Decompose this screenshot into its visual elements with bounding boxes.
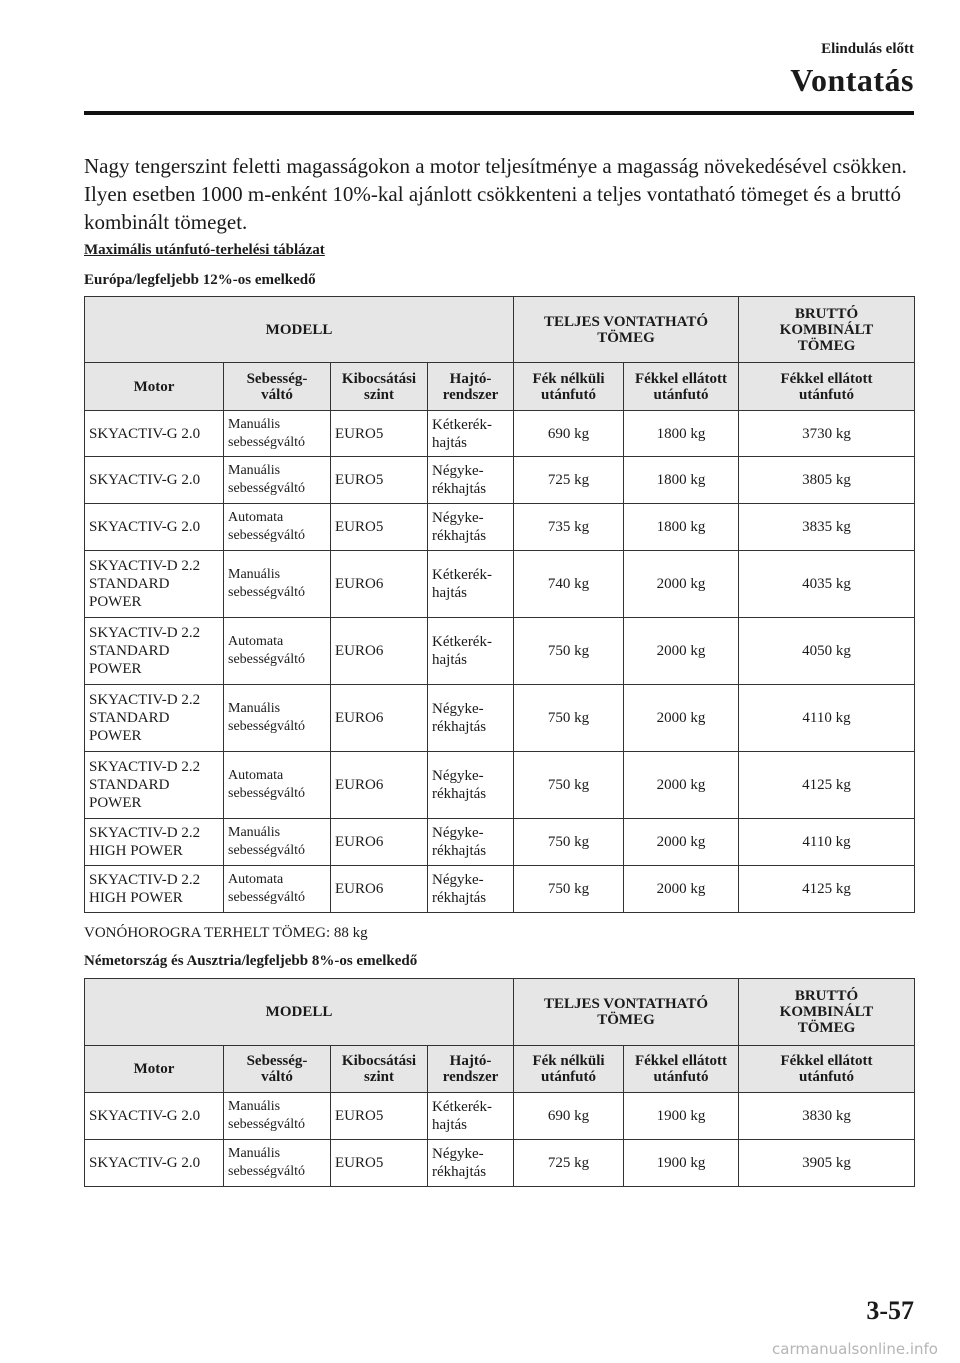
- cell-fek-nelkul: 725 kg: [514, 457, 624, 504]
- header-brutto-fekkel: Fékkel ellátott utánfutó: [739, 363, 915, 411]
- watermark-text: carmanualsonline.info: [772, 1340, 938, 1358]
- header-motor: Motor: [85, 363, 224, 411]
- cell-hajtas: Négyke- rékhajtás: [428, 752, 514, 819]
- header-fekkel: Fékkel ellátott utánfutó: [624, 363, 739, 411]
- table-row: [85, 618, 915, 685]
- cell-fek-nelkul: 750 kg: [514, 752, 624, 819]
- cell-fek-nelkul: 690 kg: [514, 411, 624, 457]
- cell-motor: SKYACTIV-D 2.2 STANDARD POWER: [85, 752, 224, 819]
- header-divider: [84, 111, 914, 115]
- cell-valto: Automata sebességváltó: [224, 504, 331, 551]
- intro-paragraph: Nagy tengerszint feletti magasságokon a motor teljesítménye a magasság növekedésével csökken. Ilyen esetben 1000 m-enként 10%-kal ajánlott csökkenteni a teljes vontatható tömeget és a bruttó kombinált tömeget.: [84, 154, 907, 234]
- cell-brutto: 3835 kg: [739, 504, 915, 551]
- cell-valto: Automata sebességváltó: [224, 752, 331, 819]
- table2-subtitle: Németország és Ausztria/legfeljebb 8%-os emelkedő: [84, 953, 418, 969]
- cell-emisszio: EURO6: [331, 551, 428, 618]
- header-fek-nelkul: Fék nélküli utánfutó: [514, 1046, 624, 1093]
- page-number: 3-57: [866, 1296, 914, 1325]
- header-emisszio: Kibocsátási szint: [331, 1046, 428, 1093]
- header-brutto-tomeg: BRUTTÓ KOMBINÁLT TÖMEG: [739, 297, 915, 363]
- towing-table-europe: [84, 296, 915, 913]
- cell-emisszio: EURO5: [331, 411, 428, 457]
- cell-emisszio: EURO5: [331, 504, 428, 551]
- cell-brutto: 3830 kg: [739, 1093, 915, 1140]
- cell-motor: SKYACTIV-G 2.0: [85, 1140, 224, 1187]
- table-row: [85, 504, 915, 551]
- cell-fek-nelkul: 750 kg: [514, 866, 624, 913]
- cell-valto: Manuális sebességváltó: [224, 457, 331, 504]
- section-header: Elindulás előtt: [821, 41, 914, 57]
- cell-brutto: 4110 kg: [739, 819, 915, 866]
- header-fekkel: Fékkel ellátott utánfutó: [624, 1046, 739, 1093]
- cell-brutto: 4125 kg: [739, 866, 915, 913]
- cell-hajtas: Kétkerék- hajtás: [428, 1093, 514, 1140]
- cell-fek-nelkul: 750 kg: [514, 618, 624, 685]
- cell-motor: SKYACTIV-G 2.0: [85, 1093, 224, 1140]
- table-row: [85, 411, 915, 457]
- cell-motor: SKYACTIV-G 2.0: [85, 504, 224, 551]
- cell-fekkel: 2000 kg: [624, 819, 739, 866]
- cell-motor: SKYACTIV-G 2.0: [85, 411, 224, 457]
- cell-brutto: 3805 kg: [739, 457, 915, 504]
- cell-fek-nelkul: 690 kg: [514, 1093, 624, 1140]
- header-valto: Sebesség- váltó: [224, 1046, 331, 1093]
- table-row: [85, 685, 915, 752]
- cell-motor: SKYACTIV-D 2.2 STANDARD POWER: [85, 685, 224, 752]
- cell-valto: Manuális sebességváltó: [224, 1140, 331, 1187]
- cell-fekkel: 2000 kg: [624, 551, 739, 618]
- hitch-load-note: VONÓHOROGRA TERHELT TÖMEG: 88 kg: [84, 925, 368, 941]
- table-row: [85, 819, 915, 866]
- cell-brutto: 4125 kg: [739, 752, 915, 819]
- header-modell: MODELL: [85, 297, 514, 363]
- cell-brutto: 4035 kg: [739, 551, 915, 618]
- cell-valto: Manuális sebességváltó: [224, 1093, 331, 1140]
- table-row: [85, 752, 915, 819]
- cell-emisszio: EURO5: [331, 1140, 428, 1187]
- cell-emisszio: EURO6: [331, 866, 428, 913]
- cell-valto: Manuális sebességváltó: [224, 551, 331, 618]
- cell-motor: SKYACTIV-G 2.0: [85, 457, 224, 504]
- header-valto: Sebesség- váltó: [224, 363, 331, 411]
- cell-valto: Manuális sebességváltó: [224, 819, 331, 866]
- cell-hajtas: Négyke- rékhajtás: [428, 819, 514, 866]
- table-row: [85, 1140, 915, 1187]
- header-hajtas: Hajtó- rendszer: [428, 363, 514, 411]
- header-teljes-tomeg: TELJES VONTATHATÓ TÖMEG: [514, 979, 739, 1046]
- cell-hajtas: Négyke- rékhajtás: [428, 685, 514, 752]
- cell-emisszio: EURO6: [331, 685, 428, 752]
- cell-fekkel: 1800 kg: [624, 504, 739, 551]
- header-teljes-tomeg: TELJES VONTATHATÓ TÖMEG: [514, 297, 739, 363]
- cell-valto: Manuális sebességváltó: [224, 411, 331, 457]
- cell-fekkel: 1900 kg: [624, 1093, 739, 1140]
- table-row: [85, 457, 915, 504]
- table-row: [85, 866, 915, 913]
- cell-fekkel: 1800 kg: [624, 457, 739, 504]
- cell-fek-nelkul: 740 kg: [514, 551, 624, 618]
- cell-hajtas: Kétkerék- hajtás: [428, 411, 514, 457]
- header-emisszio: Kibocsátási szint: [331, 363, 428, 411]
- cell-hajtas: Négyke- rékhajtás: [428, 1140, 514, 1187]
- cell-fek-nelkul: 750 kg: [514, 819, 624, 866]
- cell-fekkel: 2000 kg: [624, 752, 739, 819]
- header-brutto-fekkel: Fékkel ellátott utánfutó: [739, 1046, 915, 1093]
- table1-subtitle: Európa/legfeljebb 12%-os emelkedő: [84, 272, 316, 288]
- cell-motor: SKYACTIV-D 2.2 HIGH POWER: [85, 819, 224, 866]
- cell-fek-nelkul: 735 kg: [514, 504, 624, 551]
- cell-brutto: 3730 kg: [739, 411, 915, 457]
- header-motor: Motor: [85, 1046, 224, 1093]
- header-brutto-tomeg: BRUTTÓ KOMBINÁLT TÖMEG: [739, 979, 915, 1046]
- header-modell: MODELL: [85, 979, 514, 1046]
- cell-fekkel: 1900 kg: [624, 1140, 739, 1187]
- cell-emisszio: EURO6: [331, 752, 428, 819]
- cell-fekkel: 2000 kg: [624, 866, 739, 913]
- table-row: [85, 1093, 915, 1140]
- cell-hajtas: Kétkerék- hajtás: [428, 618, 514, 685]
- cell-fekkel: 2000 kg: [624, 685, 739, 752]
- towing-table-germany-austria: [84, 978, 915, 1187]
- header-fek-nelkul: Fék nélküli utánfutó: [514, 363, 624, 411]
- cell-emisszio: EURO6: [331, 819, 428, 866]
- header-hajtas: Hajtó- rendszer: [428, 1046, 514, 1093]
- cell-hajtas: Kétkerék- hajtás: [428, 551, 514, 618]
- cell-valto: Automata sebességváltó: [224, 618, 331, 685]
- table-row: [85, 551, 915, 618]
- cell-hajtas: Négyke- rékhajtás: [428, 457, 514, 504]
- cell-brutto: 3905 kg: [739, 1140, 915, 1187]
- cell-valto: Manuális sebességváltó: [224, 685, 331, 752]
- cell-motor: SKYACTIV-D 2.2 HIGH POWER: [85, 866, 224, 913]
- page-title: Vontatás: [790, 62, 914, 98]
- cell-hajtas: Négyke- rékhajtás: [428, 504, 514, 551]
- cell-emisszio: EURO5: [331, 457, 428, 504]
- cell-fek-nelkul: 750 kg: [514, 685, 624, 752]
- cell-valto: Automata sebességváltó: [224, 866, 331, 913]
- cell-brutto: 4050 kg: [739, 618, 915, 685]
- cell-hajtas: Négyke- rékhajtás: [428, 866, 514, 913]
- cell-emisszio: EURO5: [331, 1093, 428, 1140]
- cell-brutto: 4110 kg: [739, 685, 915, 752]
- cell-motor: SKYACTIV-D 2.2 STANDARD POWER: [85, 618, 224, 685]
- cell-fekkel: 2000 kg: [624, 618, 739, 685]
- cell-motor: SKYACTIV-D 2.2 STANDARD POWER: [85, 551, 224, 618]
- table-section-title: Maximális utánfutó-terhelési táblázat: [84, 242, 325, 258]
- cell-fekkel: 1800 kg: [624, 411, 739, 457]
- cell-fek-nelkul: 725 kg: [514, 1140, 624, 1187]
- cell-emisszio: EURO6: [331, 618, 428, 685]
